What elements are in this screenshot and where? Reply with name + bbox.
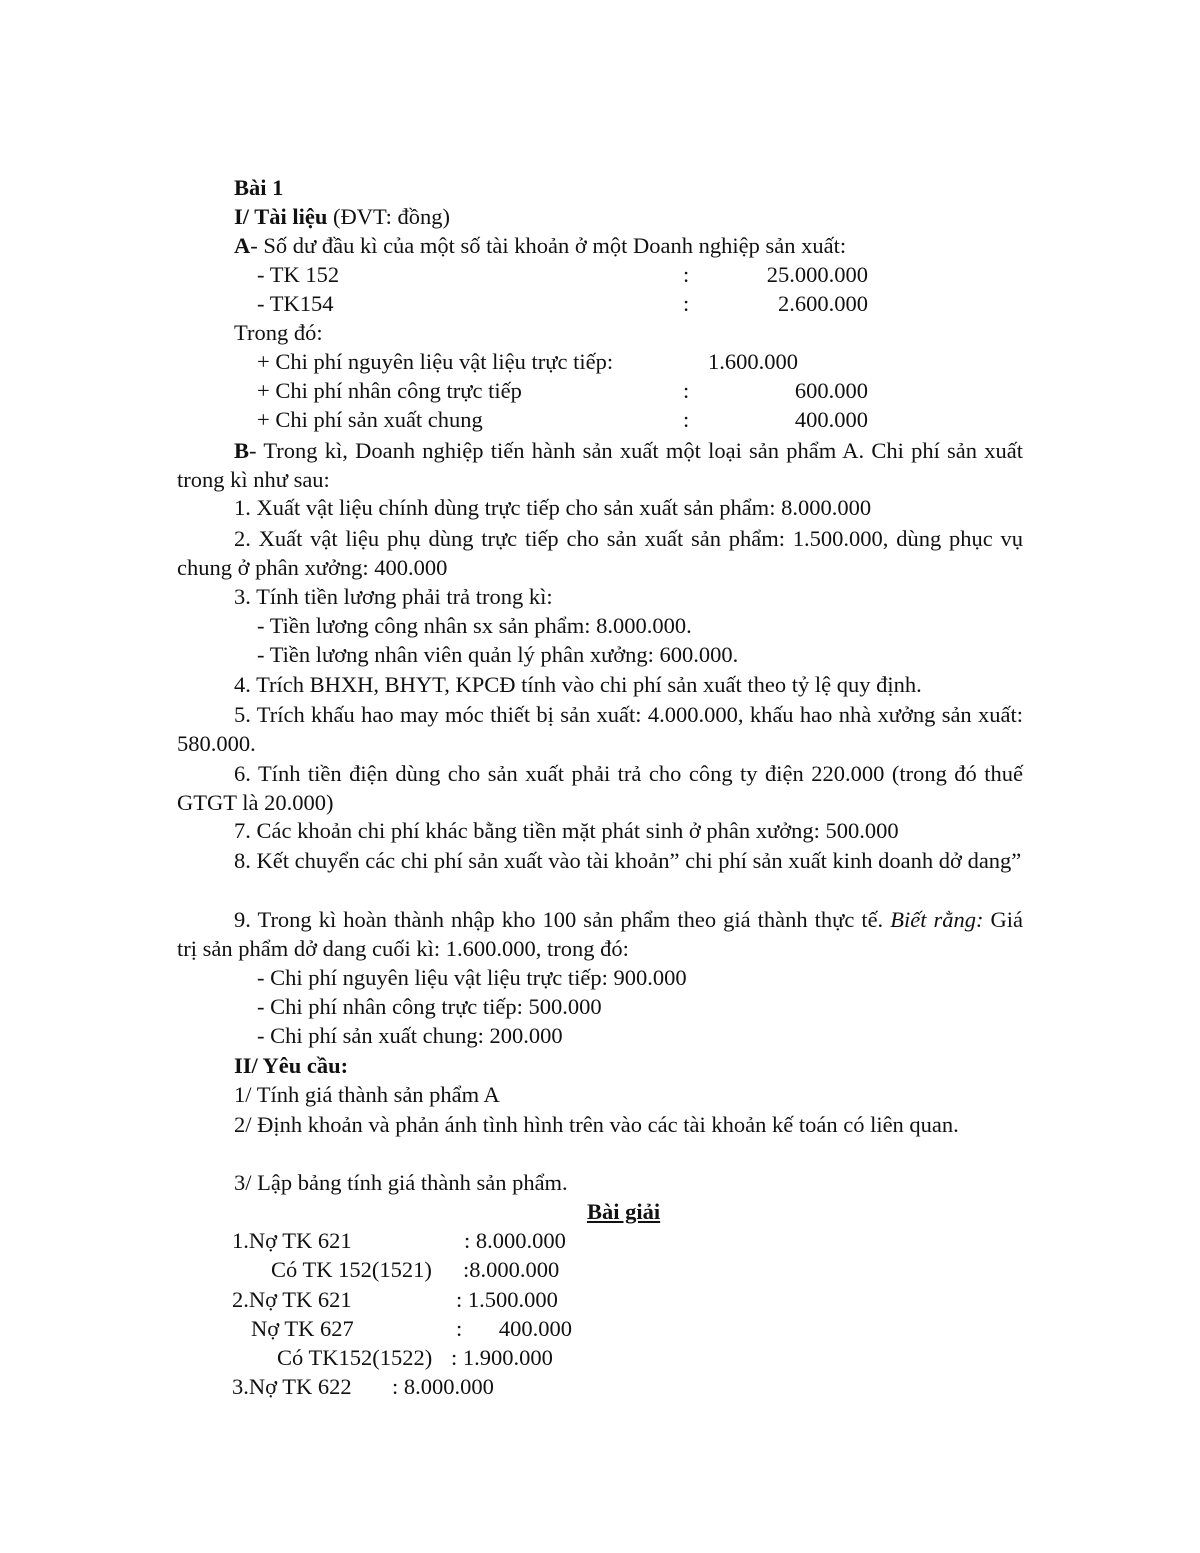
solution-heading: Bài giải [587,1199,661,1224]
item-3a: - Tiền lương công nhân sx sản phẩm: 8.000.000. [257,613,692,638]
item-7: 7. Các khoản chi phí khác bằng tiền mặt phát sinh ở phân xưởng: 500.000 [234,818,899,843]
item-9-italic: Biết rằng: [890,907,984,932]
item-6 [177,759,1023,818]
part-b-intro [177,436,1023,495]
part-b-text: - Trong kì, Doanh nghiệp tiến hành sản xuất một loại sản phẩm A. Chi phí sản xuất trong kì như sau: [177,438,1023,493]
entry-2-credit-amount: : 1.900.000 [451,1345,553,1370]
part-a-text: - Số dư đầu kì của một số tài khoản ở một Doanh nghiệp sản xuất: [250,233,847,258]
balance-tk154-colon: : [683,291,690,316]
requirement-2 [177,1110,1023,1139]
item-9-post: Giá trị sản phẩm dở dang cuối kì: 1.600.000, trong đó: [177,907,1023,962]
entry-3-debit-amount: : 8.000.000 [392,1374,494,1399]
balance-tk152-colon: : [683,262,690,287]
detail-material-value: 1.600.000 [708,349,798,374]
requirement-2-text: 2/ Định khoản và phản ánh tình hình trên vào các tài khoản kế toán có liên quan. [234,1112,959,1137]
entry-1-credit-amount: :8.000.000 [463,1257,560,1282]
entry-2-debit-627: Nợ TK 627 [251,1316,354,1341]
unit-note: (ĐVT: đồng) [327,204,450,229]
item-9a: - Chi phí nguyên liệu vật liệu trực tiếp: 900.000 [257,965,687,990]
item-5-text: 5. Trích khấu hao may móc thiết bị sản xuất: 4.000.000, khấu hao nhà xưởng sản xuất: 580.000. [177,702,1023,757]
item-8-text: 8. Kết chuyển các chi phí sản xuất vào tài khoản” chi phí sản xuất kinh doanh dở dang” [234,848,1022,873]
entry-1-debit: 1.Nợ TK 621 [232,1228,352,1253]
detail-material-name: + Chi phí nguyên liệu vật liệu trực tiếp: [257,349,614,374]
item-3b: - Tiền lương nhân viên quản lý phân xưởng: 600.000. [257,642,739,667]
item-8 [177,846,1023,875]
detail-labor-colon: : [683,378,690,403]
detail-labor-value: 600.000 [794,378,868,403]
item-9b: - Chi phí nhân công trực tiếp: 500.000 [257,994,602,1019]
part-a-label: A [234,233,251,258]
entry-2-debit-627-colon: : [456,1316,463,1341]
item-2 [177,524,1023,583]
entry-3-debit: 3.Nợ TK 622 [232,1374,352,1399]
detail-overhead-value: 400.000 [794,407,868,432]
entry-2-debit-621: 2.Nợ TK 621 [232,1287,352,1312]
item-3: 3. Tính tiền lương phải trả trong kì: [234,584,553,609]
exercise-title: Bài 1 [234,175,284,200]
entry-2-credit: Có TK152(1522) [277,1345,433,1370]
detail-overhead-colon: : [683,407,690,432]
detail-overhead-name: + Chi phí sản xuất chung [257,407,483,432]
section-requirements-heading: II/ Yêu cầu: [234,1053,349,1078]
item-9-pre: 9. Trong kì hoàn thành nhập kho 100 sản phẩm theo giá thành thực tế. [234,907,891,932]
item-1: 1. Xuất vật liệu chính dùng trực tiếp cho sản xuất sản phẩm: 8.000.000 [234,495,872,520]
entry-1-debit-amount: : 8.000.000 [464,1228,566,1253]
detail-labor-name: + Chi phí nhân công trực tiếp [257,378,522,403]
item-2-text: 2. Xuất vật liệu phụ dùng trực tiếp cho sản xuất sản phẩm: 1.500.000, dùng phục vụ chung ở phân xưởng: 400.000 [177,526,1023,581]
requirement-3: 3/ Lập bảng tính giá thành sản phẩm. [234,1170,568,1195]
part-a-intro [234,232,846,260]
item-5 [177,700,1023,759]
of-which-label: Trong đó: [234,320,323,345]
requirement-1: 1/ Tính giá thành sản phẩm A [234,1082,500,1107]
section-materials-label: I/ Tài liệu [234,204,328,229]
balance-tk152-name: - TK 152 [257,262,340,287]
item-9c: - Chi phí sản xuất chung: 200.000 [257,1023,563,1048]
part-b-label: B [234,438,250,463]
item-6-text: 6. Tính tiền điện dùng cho sản xuất phải trả cho công ty điện 220.000 (trong đó thuế GTGT là 20.000) [177,761,1023,816]
balance-tk154-value: 2.600.000 [778,291,868,316]
item-4: 4. Trích BHXH, BHYT, KPCĐ tính vào chi phí sản xuất theo tỷ lệ quy định. [234,672,922,697]
entry-2-debit-621-amount: : 1.500.000 [456,1287,558,1312]
entry-2-debit-627-amount: 400.000 [498,1316,572,1341]
entry-1-credit: Có TK 152(1521) [271,1257,432,1282]
balance-tk154-name: - TK154 [257,291,334,316]
section-materials-heading [234,203,450,231]
balance-tk152-value: 25.000.000 [766,262,868,287]
item-9 [177,905,1023,964]
